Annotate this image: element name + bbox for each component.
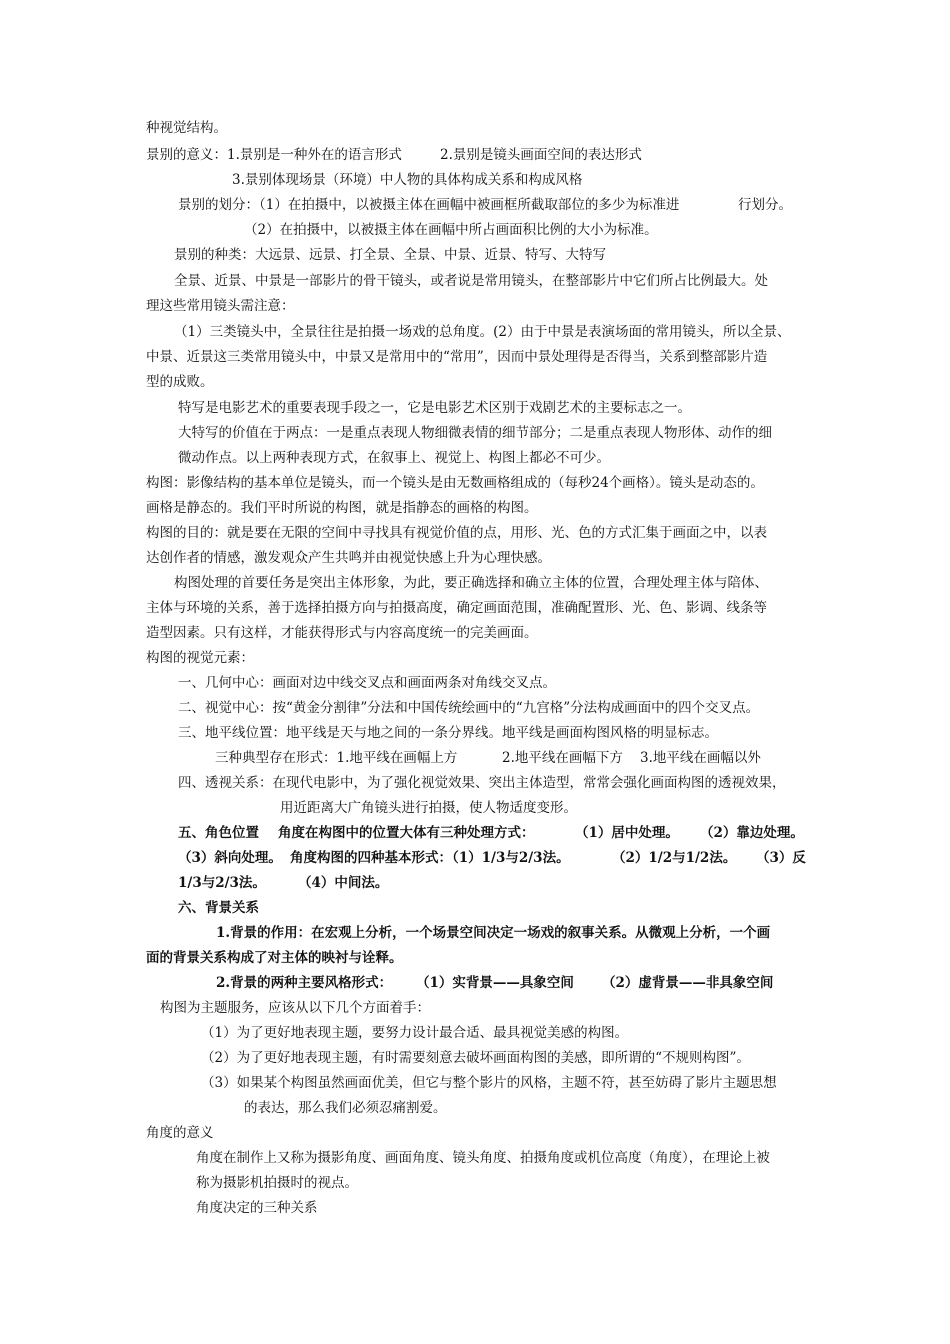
text-line: 2.背景的两种主要风格形式：: [216, 975, 393, 991]
text-line: 构图：影像结构的基本单位是镜头，而一个镜头是由无数画格组成的（每秒24个画格）。镜头是动态的。: [146, 475, 764, 491]
text-line: 主体与环境的关系，善于选择拍摄方向与拍摄高度，确定画面范围，准确配置形、光、色、影调、线条等: [146, 600, 767, 616]
text-line: （1）为了更好地表现主题，要努力设计最合适、最具视觉美感的构图。: [201, 1025, 629, 1041]
text-line: 五、角色位置: [178, 825, 259, 841]
text-line: 三种典型存在形式：1.地平线在画幅上方: [215, 750, 458, 766]
text-line: 型的成败。: [146, 374, 214, 390]
text-line: 造型因素。只有这样，才能获得形式与内容高度统一的完美画面。: [146, 625, 538, 641]
text-line: 角度在构图中的位置大体有三种处理方式：: [278, 825, 535, 841]
text-line: （1）实背景——具象空间: [416, 975, 574, 991]
text-line: （4）中间法。: [298, 875, 389, 891]
text-line: 构图的视觉元素：: [146, 650, 254, 666]
text-line: 种视觉结构。: [146, 120, 227, 136]
text-line: 画格是静态的。我们平时所说的构图，就是指静态的画格的构图。: [146, 500, 538, 516]
text-line: 用近距离大广角镜头进行拍摄，使人物适度变形。: [280, 800, 577, 816]
text-line: 角度在制作上又称为摄影角度、画面角度、镜头角度、拍摄角度或机位高度（角度），在理论上被: [196, 1150, 770, 1166]
text-line: 称为摄影机拍摄时的视点。: [196, 1175, 358, 1191]
text-line: （1）居中处理。: [575, 825, 679, 841]
text-line: 构图的目的：就是要在无限的空间中寻找具有视觉价值的点，用形、光、色的方式汇集于画面之中，以表: [146, 525, 767, 541]
text-line: 景别的种类：大远景、远景、打全景、全景、中景、近景、特写、大特写: [174, 247, 606, 263]
text-line: 3.地平线在画幅以外: [640, 750, 761, 766]
text-line: （2）为了更好地表现主题，有时需要刻意去破坏画面构图的美感，即所谓的“不规则构图”。: [201, 1050, 750, 1066]
text-line: （2）1/2与1/2法。: [612, 850, 737, 866]
text-line: 构图为主题服务，应该从以下几个方面着手：: [160, 1000, 430, 1016]
text-line: 特写是电影艺术的重要表现手段之一，它是电影艺术区别于戏剧艺术的主要标志之一。: [178, 400, 691, 416]
text-line: （3）如果某个构图虽然画面优美，但它与整个影片的风格，主题不符，甚至妨碍了影片主题思想: [201, 1075, 777, 1091]
text-line: 行划分。: [738, 197, 792, 213]
text-line: 理这些常用镜头需注意：: [146, 298, 295, 314]
text-line: 面的背景关系构成了对主体的映衬与诠释。: [146, 950, 403, 966]
text-line: （1）三类镜头中，全景往往是拍摄一场戏的总角度。(2）由于中景是表演场面的常用镜头，所以全景、: [174, 324, 791, 340]
text-line: 2.景别是镜头画面空间的表达形式: [440, 147, 642, 163]
text-line: 景别的意义：1.景别是一种外在的语言形式: [146, 147, 402, 163]
text-line: 二、视觉中心：按“黄金分割律”分法和中国传统绘画中的“九宫格”分法构成画面中的四个交叉点。: [178, 700, 760, 716]
text-line: 1/3与2/3法。: [178, 875, 266, 891]
text-line: 角度构图的四种基本形式：（1）1/3与2/3法。: [290, 850, 570, 866]
text-line: 达创作者的情感，激发观众产生共鸣并由视觉快感上升为心理快感。: [146, 550, 551, 566]
section-heading: 角度的意义: [146, 1125, 214, 1141]
text-line: 3.景别体现场景（环境）中人物的具体构成关系和构成风格: [232, 172, 583, 188]
text-line: 全景、近景、中景是一部影片的骨干镜头，或者说是常用镜头，在整部影片中它们所占比例最大。处: [174, 273, 768, 289]
text-line: 三、地平线位置：地平线是天与地之间的一条分界线。地平线是画面构图风格的明显标志。: [178, 725, 718, 741]
text-line: 微动作点。以上两种表现方式，在叙事上、视觉上、构图上都必不可少。: [178, 450, 610, 466]
text-line: 大特写的价值在于两点：一是重点表现人物细微表情的细节部分；二是重点表现人物形体、动作的细: [178, 425, 772, 441]
text-line: 角度决定的三种关系: [196, 1200, 318, 1216]
text-line: （2）在拍摄中，以被摄主体在画幅中所占画面积比例的大小为标准。: [244, 222, 658, 238]
text-line: 1.背景的作用：在宏观上分析，一个场景空间决定一场戏的叙事关系。从微观上分析，一个画: [216, 925, 771, 941]
text-line: 中景、近景这三类常用镜头中，中景又是常用中的“常用”，因而中景处理得是否得当，关系到整部影片造: [146, 349, 768, 365]
section-heading: 六、背景关系: [178, 900, 259, 916]
text-line: 景别的划分：（1）在拍摄中，以被摄主体在画幅中被画框所截取部位的多少为标准进: [178, 197, 680, 213]
text-line: （3）斜向处理。: [178, 850, 282, 866]
text-line: 构图处理的首要任务是突出主体形象，为此，要正确选择和确立主体的位置，合理处理主体与陪体、: [174, 575, 768, 591]
text-line: 的表达，那么我们必须忍痛割爱。: [244, 1100, 447, 1116]
text-line: （2）虚背景——非具象空间: [602, 975, 774, 991]
text-line: （3）反: [756, 850, 806, 866]
text-line: 四、透视关系：在现代电影中，为了强化视觉效果、突出主体造型，常常会强化画面构图的透视效果，: [178, 775, 786, 791]
text-line: 2.地平线在画幅下方: [502, 750, 623, 766]
text-line: 一、几何中心：画面对边中线交叉点和画面两条对角线交叉点。: [178, 675, 556, 691]
text-line: （2）靠边处理。: [700, 825, 804, 841]
